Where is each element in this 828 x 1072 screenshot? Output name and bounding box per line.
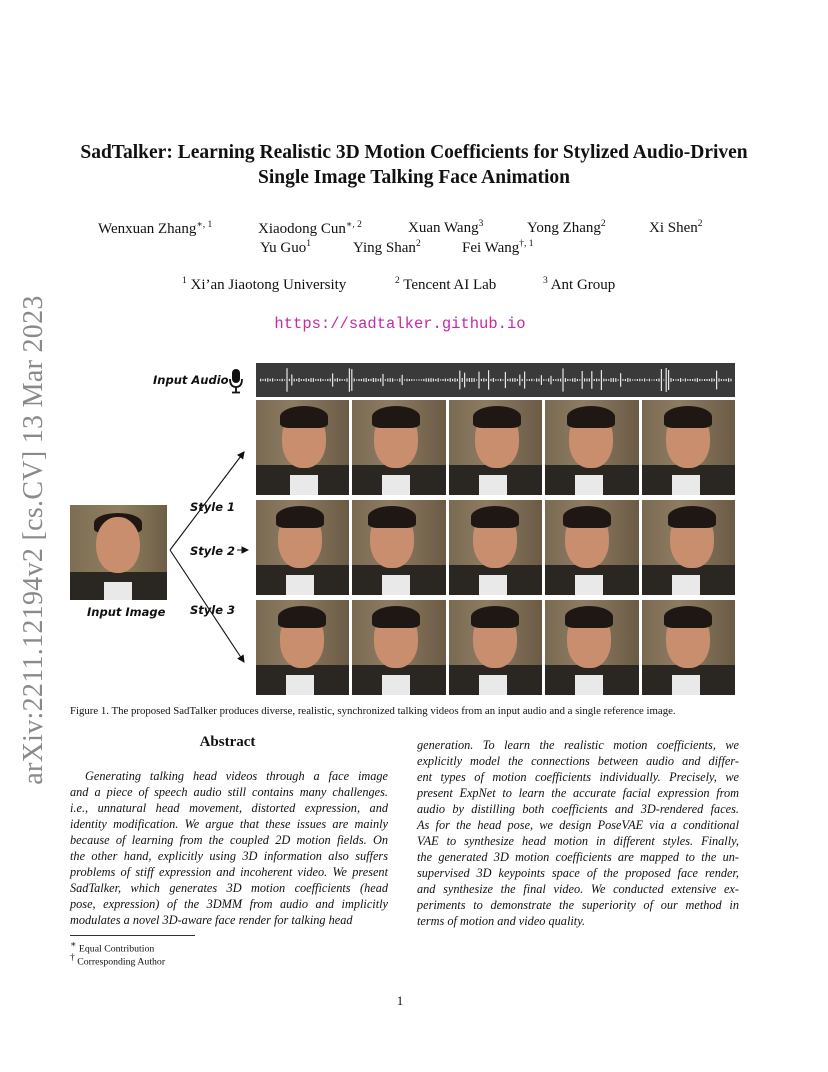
abstract-line: because of learning from the coupled 2D motion fields. On [70, 833, 388, 847]
waveform-bar [471, 378, 472, 382]
waveform-bar [608, 379, 609, 380]
waveform-bar [646, 379, 647, 380]
abstract-line: generation. To learn the realistic motion coefficients, we [417, 738, 739, 752]
affiliation [543, 276, 615, 294]
waveform-bar [294, 379, 295, 382]
frame-row-style-3 [256, 600, 735, 695]
waveform-bar [476, 379, 477, 380]
waveform-bar [289, 379, 290, 381]
author-text: Xiaodong Cun [258, 221, 346, 237]
waveform-bar [298, 378, 299, 382]
author-sup: †, 1 [519, 239, 534, 249]
author-text: Ying Shan [353, 240, 416, 256]
video-frame [449, 600, 542, 695]
waveform-bar [495, 379, 496, 381]
waveform-bar [694, 379, 695, 382]
microphone-icon [228, 368, 244, 394]
waveform-bar [685, 378, 686, 381]
waveform-bar [296, 379, 297, 381]
input-image [70, 505, 167, 600]
abstract-heading: Abstract [199, 734, 256, 750]
waveform-bar [673, 379, 674, 381]
waveform-bar [702, 379, 703, 380]
abstract-line: identity modification. We argue that these issues are mainly [70, 817, 388, 831]
waveform-bar [574, 378, 575, 382]
affiliation-text: Tencent AI Lab [403, 277, 497, 293]
waveform-bar [378, 379, 379, 381]
affiliation-sup: 2 [395, 276, 400, 286]
waveform-bar [550, 376, 551, 385]
video-frame [642, 600, 735, 695]
author-text: Yong Zhang [527, 220, 601, 236]
abstract-line: present ExpNet to learn the accurate facial expression from [417, 786, 739, 800]
abstract-line: pose, expression) of the 3DMM from audio and implicitly [70, 897, 388, 911]
waveform-bar [699, 379, 700, 381]
waveform-bar [663, 380, 664, 381]
author-sup: ∗, 2 [345, 220, 362, 230]
waveform-bar [524, 372, 525, 389]
waveform-bar [558, 379, 559, 382]
waveform-bar [596, 379, 597, 382]
waveform-bar [522, 379, 523, 381]
footnote-mark: † [70, 953, 75, 963]
waveform-bar [704, 379, 705, 381]
waveform-bar [327, 379, 328, 381]
video-frame [256, 600, 349, 695]
waveform-bar [493, 378, 494, 382]
waveform-bar [505, 372, 506, 388]
footnote-divider [70, 935, 195, 936]
waveform-bar [342, 379, 343, 381]
author-text: Xi Shen [649, 220, 698, 236]
waveform-bar [565, 378, 566, 382]
waveform-bar [464, 373, 465, 388]
waveform-bar [344, 379, 345, 380]
waveform-bar [706, 379, 707, 381]
waveform-bar [625, 379, 626, 381]
waveform-bar [440, 379, 441, 380]
waveform-bar [630, 379, 631, 382]
author-sup: 2 [600, 219, 606, 229]
video-frame [545, 600, 638, 695]
waveform-bar [423, 379, 424, 381]
abstract-right-column [417, 737, 739, 929]
waveform-bar [507, 379, 508, 381]
waveform-bar [644, 379, 645, 382]
waveform-bar [538, 379, 539, 382]
footnote [70, 939, 154, 954]
footnote-mark: ∗ [70, 940, 77, 950]
author-sup: 2 [697, 219, 703, 229]
frame-row-style-1 [256, 400, 735, 495]
waveform-bar [618, 379, 619, 380]
waveform-bar [380, 378, 381, 381]
waveform-bar [301, 379, 302, 381]
waveform-bar [397, 380, 398, 381]
waveform-bar [678, 379, 679, 381]
waveform-bar [478, 372, 479, 389]
waveform-bar [555, 379, 556, 381]
waveform-bar [394, 379, 395, 380]
abstract-line: SadTalker, which generates 3D motion coefficients (head [70, 881, 388, 895]
waveform-bar [279, 379, 280, 381]
video-frame [352, 400, 445, 495]
video-frame [256, 400, 349, 495]
waveform-bar [274, 379, 275, 380]
waveform-bar [490, 379, 491, 381]
waveform-bar [375, 378, 376, 382]
waveform-bar [606, 379, 607, 381]
waveform-bar [272, 378, 273, 381]
waveform-bar [450, 378, 451, 382]
abstract-line: and synthesize the final video. We conducted extensive ex- [417, 882, 739, 896]
waveform-bar [387, 379, 388, 382]
waveform-bar [579, 379, 580, 381]
waveform-bar [411, 379, 412, 381]
abstract-line: As for the head pose, we design PoseVAE via a conditional [417, 818, 739, 832]
waveform-bar [416, 380, 417, 381]
video-frame [642, 400, 735, 495]
waveform-bar [284, 379, 285, 380]
waveform-bar [426, 378, 427, 381]
waveform-bar [457, 379, 458, 382]
waveform-bar [632, 379, 633, 380]
waveform-bar [399, 378, 400, 382]
waveform-bar [526, 379, 527, 381]
waveform-bar [661, 369, 662, 391]
waveform-bar [358, 379, 359, 381]
waveform-bar [553, 379, 554, 381]
abstract-line: i.e., unnatural head movement, distorted expression, and [70, 801, 388, 815]
project-url-link[interactable]: https://sadtalker.github.io [274, 315, 526, 333]
waveform-bar [716, 371, 717, 390]
abstract-line: ent types of motion coefficients individually. Precisely, we [417, 770, 739, 784]
waveform-bar [637, 379, 638, 381]
waveform-bar [320, 379, 321, 382]
abstract-line: Generating talking head videos through a face image [85, 769, 388, 783]
waveform-bar [649, 379, 650, 382]
waveform-bar [474, 378, 475, 382]
waveform-bar [531, 379, 532, 382]
video-frame [642, 500, 735, 595]
waveform-bar [404, 379, 405, 380]
paper-title [50, 140, 778, 190]
waveform-bar [260, 379, 261, 382]
waveform-bar [560, 379, 561, 382]
waveform-bar [349, 368, 350, 392]
waveform-bar [438, 378, 439, 382]
waveform-bar [670, 378, 671, 382]
waveform-bar [562, 368, 563, 391]
waveform-bar [418, 379, 419, 380]
waveform-bar [454, 378, 455, 382]
abstract-line: modulates a novel 3D-aware face render for talking head [70, 913, 353, 927]
waveform-bar [442, 379, 443, 381]
waveform-bar [392, 378, 393, 382]
author-name [353, 239, 421, 257]
waveform-bar [346, 378, 347, 381]
waveform-bar [517, 379, 518, 381]
waveform-bar [627, 378, 628, 382]
page-number: 1 [396, 993, 404, 1008]
author-text: Yu Guo [260, 240, 307, 256]
footnote [70, 953, 165, 967]
abstract-line: the generated 3D motion coefficients are mapped to the un- [417, 850, 739, 864]
waveform-bar [306, 378, 307, 381]
waveform-bar [690, 379, 691, 381]
video-frame [545, 500, 638, 595]
waveform-bar [656, 379, 657, 381]
waveform-bar [466, 378, 467, 381]
author-name [462, 239, 534, 257]
waveform-bar [402, 375, 403, 385]
waveform-bar [303, 379, 304, 381]
waveform-bar [356, 380, 357, 381]
waveform-bar [543, 379, 544, 381]
video-frame [352, 600, 445, 695]
waveform-bar [546, 380, 547, 381]
author-sup: ∗, 1 [196, 220, 213, 230]
video-frame [352, 500, 445, 595]
waveform-bar [334, 379, 335, 382]
waveform-bar [291, 375, 292, 386]
waveform-bar [481, 379, 482, 381]
waveform-bar [510, 379, 511, 382]
waveform-bar [582, 371, 583, 389]
waveform-bar [728, 378, 729, 382]
waveform-bar [536, 378, 537, 381]
waveform-bar [642, 379, 643, 381]
author-sup: 2 [415, 239, 421, 249]
waveform-bar [598, 379, 599, 381]
waveform-bar [469, 378, 470, 382]
abstract-line: explicitly model the connections between audio and differ- [417, 754, 739, 768]
arxiv-side-stamp [14, 295, 54, 785]
waveform-bar [726, 379, 727, 381]
author-name [98, 219, 212, 238]
author-text: Wenxuan Zhang [98, 221, 197, 237]
waveform-bar [428, 378, 429, 381]
waveform-bar [409, 379, 410, 381]
waveform-bar [277, 379, 278, 381]
waveform-bar [721, 379, 722, 381]
waveform-bar [390, 378, 391, 382]
waveform-bar [337, 378, 338, 382]
author-name [258, 219, 362, 238]
waveform-bar [382, 374, 383, 386]
waveform-bar [572, 378, 573, 381]
waveform-bar [519, 375, 520, 386]
waveform-bar [363, 378, 364, 381]
affiliation [182, 276, 346, 294]
waveform-bar [313, 378, 314, 382]
waveform-bar [310, 378, 311, 382]
waveform-bar [366, 378, 367, 382]
waveform-bar [586, 379, 587, 382]
affiliation [395, 276, 496, 294]
waveform-bar [459, 371, 460, 390]
authors-row-2 [0, 239, 828, 259]
waveform-bar [361, 379, 362, 381]
waveform-bar [613, 378, 614, 382]
waveform-bar [270, 379, 271, 381]
waveform-bar [680, 378, 681, 382]
waveform-bar [445, 379, 446, 382]
waveform-bar [591, 371, 592, 389]
waveform-bar [651, 380, 652, 381]
video-frame [449, 500, 542, 595]
waveform-bar [265, 379, 266, 382]
waveform-bar [723, 379, 724, 381]
waveform-bar [610, 378, 611, 382]
waveform-bar [718, 378, 719, 381]
waveform-bar [502, 380, 503, 381]
waveform-bar [666, 368, 667, 392]
affiliation-text: Ant Group [550, 277, 616, 293]
abstract-line: the other hand, explicitly using 3D information also suffers [70, 849, 388, 863]
figure-caption: Figure 1. The proposed SadTalker produces diverse, realistic, synchronized talking videos from an input audio and a single reference image. [70, 705, 676, 717]
waveform-bar [577, 379, 578, 381]
waveform-bar [714, 379, 715, 382]
waveform-bar [433, 379, 434, 382]
abstract-left-column [70, 768, 388, 928]
waveform-bar [483, 378, 484, 381]
waveform-bar [368, 379, 369, 381]
waveform-bar [658, 379, 659, 382]
waveform-bar [584, 378, 585, 381]
abstract-line: VAE to synthesize head motion in different styles. Finally, [417, 834, 739, 848]
abstract-line: problems of stiff expression and incoherent video. We present [70, 865, 388, 879]
waveform-bar [414, 379, 415, 380]
waveform-bar [601, 370, 602, 390]
waveform-bar [711, 378, 712, 382]
input-audio-label: Input Audio [153, 373, 229, 387]
waveform-bar [262, 379, 263, 381]
abstract-line: terms of motion and video quality. [417, 914, 586, 928]
waveform-bar [351, 369, 352, 391]
footnote-text: Equal Contribution [78, 943, 155, 955]
author-name [408, 219, 483, 237]
waveform-bar [385, 379, 386, 381]
waveform-bar [500, 379, 501, 382]
affiliation-text: Xi’an Jiaotong University [190, 277, 347, 293]
waveform-bar [622, 379, 623, 381]
waveform-bar [315, 379, 316, 381]
style-1-label: Style 1 [190, 500, 236, 514]
waveform-bar [654, 379, 655, 380]
abstract-line: supervised 3D keypoints space of the proposed face render, [417, 866, 739, 880]
author-sup: 1 [306, 239, 312, 249]
waveform-bar [339, 379, 340, 381]
title-line-1: SadTalker: Learning Realistic 3D Motion Coefficients for Stylized Audio-Driven [80, 142, 748, 163]
waveform-bar [512, 378, 513, 381]
waveform-bar [675, 379, 676, 380]
abstract-line: audio by distilling both coefficients and 3D-rendered faces. [417, 802, 739, 816]
waveform-bar [615, 378, 616, 382]
style-2-label: Style 2 [190, 544, 236, 558]
video-frame [449, 400, 542, 495]
authors-row-1 [0, 219, 828, 239]
waveform-bar [325, 379, 326, 380]
waveform-bar [534, 380, 535, 381]
waveform-bar [594, 379, 595, 381]
waveform-bar [435, 379, 436, 381]
author-text: Fei Wang [462, 240, 520, 256]
waveform-bar [620, 373, 621, 387]
waveform-bar [682, 379, 683, 380]
video-frame [545, 400, 638, 495]
waveform-bar [529, 379, 530, 381]
author-sup: 3 [478, 219, 484, 229]
waveform-bar [709, 379, 710, 381]
waveform-bar [421, 379, 422, 380]
title-line-2: Single Image Talking Face Animation [257, 167, 571, 188]
waveform-bar [603, 379, 604, 382]
waveform-bar [687, 379, 688, 381]
waveform-bar [488, 370, 489, 390]
style-3-label: Style 3 [190, 603, 236, 617]
waveform-bar [286, 368, 287, 392]
waveform-bar [639, 379, 640, 382]
waveform-bar [462, 378, 463, 382]
waveform-bar [318, 379, 319, 381]
arxiv-id-text: arXiv:2211.12194v2 [cs.CV] 13 Mar 2023 [18, 295, 49, 785]
footnote-text: Corresponding Author [77, 956, 166, 968]
waveform-bar [332, 373, 333, 386]
waveform-bar [567, 379, 568, 381]
waveform-bar [282, 379, 283, 382]
waveform-bar [322, 379, 323, 381]
waveform-bar [668, 370, 669, 390]
waveform-bar [498, 379, 499, 381]
video-frame [256, 500, 349, 595]
waveform-bar [406, 379, 407, 382]
waveform-bar [514, 378, 515, 382]
waveform-bar [548, 378, 549, 381]
waveform-bar [267, 378, 268, 382]
waveform-bar [430, 378, 431, 382]
waveform-bar [730, 379, 731, 382]
waveform-bar [330, 379, 331, 382]
author-name [527, 219, 606, 237]
waveform-bar [634, 379, 635, 381]
waveform-bar [370, 379, 371, 381]
abstract-line: and a piece of speech audio still contains many challenges. [70, 785, 388, 799]
affiliation-sup: 3 [543, 276, 548, 286]
audio-waveform [256, 363, 735, 397]
waveform-bar [308, 379, 309, 381]
waveform-bar [570, 379, 571, 381]
waveform-bar [373, 378, 374, 382]
waveform-bar [692, 379, 693, 381]
waveform-bar [354, 379, 355, 382]
input-image-label: Input Image [87, 605, 166, 619]
abstract-line: periments to demonstrate the superiority of our method in [417, 898, 739, 912]
author-name [649, 219, 703, 237]
waveform-bar [697, 378, 698, 382]
waveform-bar [447, 379, 448, 381]
waveform-bar [541, 375, 542, 385]
frame-row-style-2 [256, 500, 735, 595]
affiliation-sup: 1 [182, 276, 187, 286]
waveform-bar [486, 379, 487, 381]
waveform-bar [589, 378, 590, 381]
author-name [260, 239, 311, 257]
waveform-bar [452, 379, 453, 381]
author-text: Xuan Wang [408, 220, 479, 236]
